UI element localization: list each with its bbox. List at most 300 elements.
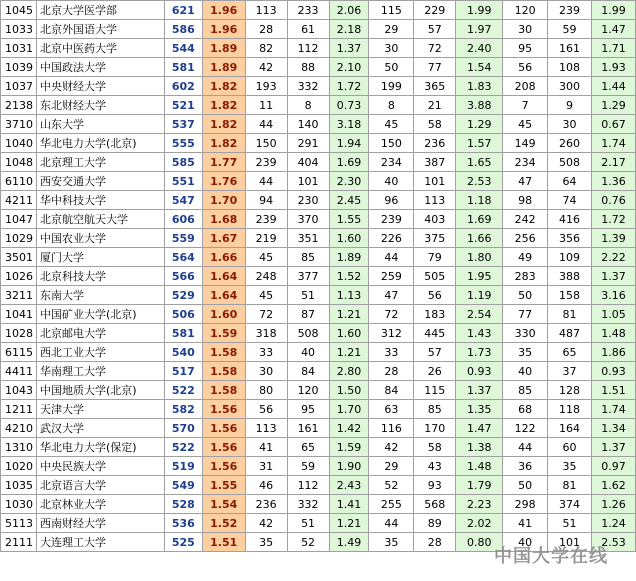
value-cell: 33: [245, 343, 287, 362]
table-row: [1, 172, 636, 191]
value-cell: 77: [414, 58, 456, 77]
value-cell: 149: [503, 134, 548, 153]
value-cell: 42: [369, 438, 414, 457]
table-row: [1, 381, 636, 400]
school-code-cell: 2138: [1, 96, 37, 115]
ratio-a-cell: 2.80: [329, 362, 369, 381]
ratio-a-cell: 1.70: [329, 400, 369, 419]
ratio-b-cell: 1.47: [456, 419, 503, 438]
value-cell: 57: [414, 20, 456, 39]
ratio-cell: 1.60: [202, 305, 245, 324]
table-row: [1, 267, 636, 286]
table-row: [1, 153, 636, 172]
table-row: [1, 419, 636, 438]
value-cell: 65: [287, 438, 329, 457]
ratio-cell: 1.59: [202, 324, 245, 343]
value-cell: 98: [503, 191, 548, 210]
value-cell: 403: [414, 210, 456, 229]
ratio-a-cell: 1.21: [329, 343, 369, 362]
value-cell: 50: [503, 476, 548, 495]
value-cell: 94: [245, 191, 287, 210]
value-cell: 44: [503, 438, 548, 457]
ratio-a-cell: 1.60: [329, 229, 369, 248]
value-cell: 508: [287, 324, 329, 343]
score-cell: 555: [164, 134, 202, 153]
value-cell: 183: [414, 305, 456, 324]
value-cell: 508: [548, 153, 592, 172]
value-cell: 113: [245, 419, 287, 438]
score-cell: 506: [164, 305, 202, 324]
ratio-c-cell: 2.17: [591, 153, 635, 172]
value-cell: 234: [503, 153, 548, 172]
score-cell: 585: [164, 153, 202, 172]
value-cell: 332: [287, 495, 329, 514]
value-cell: 351: [287, 229, 329, 248]
value-cell: 60: [548, 438, 592, 457]
value-cell: 370: [287, 210, 329, 229]
school-name-cell: 中国农业大学: [36, 229, 164, 248]
table-row: [1, 438, 636, 457]
table-row: [1, 115, 636, 134]
score-cell: 581: [164, 58, 202, 77]
ratio-c-cell: 1.62: [591, 476, 635, 495]
value-cell: 122: [503, 419, 548, 438]
ratio-cell: 1.51: [202, 533, 245, 552]
ratio-b-cell: 2.02: [456, 514, 503, 533]
value-cell: 52: [287, 533, 329, 552]
school-name-cell: 北京外国语大学: [36, 20, 164, 39]
value-cell: 28: [414, 533, 456, 552]
value-cell: 199: [369, 77, 414, 96]
value-cell: 45: [369, 115, 414, 134]
value-cell: 85: [287, 248, 329, 267]
ratio-cell: 1.56: [202, 457, 245, 476]
ratio-a-cell: 2.45: [329, 191, 369, 210]
score-cell: 547: [164, 191, 202, 210]
table-row: [1, 39, 636, 58]
ratio-a-cell: 1.13: [329, 286, 369, 305]
ratio-b-cell: 1.29: [456, 115, 503, 134]
table-row: [1, 77, 636, 96]
value-cell: 8: [287, 96, 329, 115]
school-name-cell: 华南理工大学: [36, 362, 164, 381]
ratio-c-cell: 1.99: [591, 1, 635, 20]
value-cell: 77: [503, 305, 548, 324]
ratio-c-cell: 1.36: [591, 172, 635, 191]
value-cell: 46: [245, 476, 287, 495]
value-cell: 26: [414, 362, 456, 381]
school-code-cell: 3710: [1, 115, 37, 134]
score-cell: 519: [164, 457, 202, 476]
value-cell: 35: [503, 343, 548, 362]
value-cell: 41: [503, 514, 548, 533]
value-cell: 42: [245, 58, 287, 77]
school-code-cell: 1310: [1, 438, 37, 457]
ratio-c-cell: 1.74: [591, 134, 635, 153]
value-cell: 108: [548, 58, 592, 77]
value-cell: 33: [369, 343, 414, 362]
school-code-cell: 3211: [1, 286, 37, 305]
value-cell: 72: [245, 305, 287, 324]
value-cell: 101: [287, 172, 329, 191]
ratio-a-cell: 2.30: [329, 172, 369, 191]
ratio-cell: 1.56: [202, 400, 245, 419]
ratio-a-cell: 1.49: [329, 533, 369, 552]
ratio-cell: 1.89: [202, 58, 245, 77]
value-cell: 239: [369, 210, 414, 229]
table-row: [1, 229, 636, 248]
value-cell: 36: [503, 457, 548, 476]
value-cell: 74: [548, 191, 592, 210]
value-cell: 161: [548, 39, 592, 58]
value-cell: 61: [287, 20, 329, 39]
ratio-c-cell: 1.48: [591, 324, 635, 343]
value-cell: 95: [503, 39, 548, 58]
school-code-cell: 1035: [1, 476, 37, 495]
value-cell: 374: [548, 495, 592, 514]
ratio-a-cell: 1.52: [329, 267, 369, 286]
value-cell: 59: [548, 20, 592, 39]
school-name-cell: 西安交通大学: [36, 172, 164, 191]
value-cell: 45: [503, 115, 548, 134]
ratio-cell: 1.56: [202, 419, 245, 438]
school-name-cell: 中国政法大学: [36, 58, 164, 77]
value-cell: 30: [245, 362, 287, 381]
value-cell: 230: [287, 191, 329, 210]
table-row: [1, 324, 636, 343]
score-cell: 582: [164, 400, 202, 419]
ratio-cell: 1.96: [202, 20, 245, 39]
table-row: [1, 96, 636, 115]
school-code-cell: 1045: [1, 1, 37, 20]
school-name-cell: 北京林业大学: [36, 495, 164, 514]
value-cell: 291: [287, 134, 329, 153]
ratio-b-cell: 1.99: [456, 1, 503, 20]
value-cell: 56: [503, 58, 548, 77]
school-name-cell: 北京邮电大学: [36, 324, 164, 343]
ratio-a-cell: 1.42: [329, 419, 369, 438]
ratio-c-cell: 1.37: [591, 267, 635, 286]
ratio-a-cell: 1.89: [329, 248, 369, 267]
ratio-cell: 1.67: [202, 229, 245, 248]
school-code-cell: 1043: [1, 381, 37, 400]
value-cell: 330: [503, 324, 548, 343]
ratio-b-cell: 1.95: [456, 267, 503, 286]
ratio-cell: 1.66: [202, 248, 245, 267]
value-cell: 44: [245, 172, 287, 191]
ratio-b-cell: 1.18: [456, 191, 503, 210]
value-cell: 150: [369, 134, 414, 153]
table-row: [1, 248, 636, 267]
table-row: [1, 495, 636, 514]
ratio-a-cell: 1.21: [329, 514, 369, 533]
value-cell: 35: [548, 457, 592, 476]
ratio-cell: 1.64: [202, 267, 245, 286]
ratio-c-cell: 0.67: [591, 115, 635, 134]
ratio-cell: 1.58: [202, 381, 245, 400]
table-row: [1, 305, 636, 324]
ratio-a-cell: 3.18: [329, 115, 369, 134]
value-cell: 219: [245, 229, 287, 248]
value-cell: 87: [287, 305, 329, 324]
school-code-cell: 5113: [1, 514, 37, 533]
value-cell: 116: [369, 419, 414, 438]
ratio-b-cell: 3.88: [456, 96, 503, 115]
ratio-b-cell: 1.57: [456, 134, 503, 153]
value-cell: 115: [414, 381, 456, 400]
value-cell: 113: [414, 191, 456, 210]
school-name-cell: 北京航空航天大学: [36, 210, 164, 229]
ratio-b-cell: 0.93: [456, 362, 503, 381]
school-code-cell: 1020: [1, 457, 37, 476]
ratio-a-cell: 1.41: [329, 495, 369, 514]
ratio-b-cell: 2.40: [456, 39, 503, 58]
value-cell: 8: [369, 96, 414, 115]
school-code-cell: 4411: [1, 362, 37, 381]
value-cell: 30: [369, 39, 414, 58]
ratio-a-cell: 1.60: [329, 324, 369, 343]
value-cell: 388: [548, 267, 592, 286]
school-code-cell: 2111: [1, 533, 37, 552]
value-cell: 85: [414, 400, 456, 419]
value-cell: 118: [548, 400, 592, 419]
table-row: [1, 457, 636, 476]
value-cell: 44: [369, 514, 414, 533]
value-cell: 85: [503, 381, 548, 400]
ratio-cell: 1.89: [202, 39, 245, 58]
school-code-cell: 1028: [1, 324, 37, 343]
school-name-cell: 中国地质大学(北京): [36, 381, 164, 400]
school-code-cell: 1030: [1, 495, 37, 514]
value-cell: 29: [369, 457, 414, 476]
value-cell: 31: [245, 457, 287, 476]
ratio-a-cell: 2.18: [329, 20, 369, 39]
ratio-c-cell: 3.16: [591, 286, 635, 305]
value-cell: 387: [414, 153, 456, 172]
score-cell: 544: [164, 39, 202, 58]
ratio-c-cell: 0.93: [591, 362, 635, 381]
ratio-c-cell: 1.24: [591, 514, 635, 533]
value-cell: 40: [503, 362, 548, 381]
school-code-cell: 6115: [1, 343, 37, 362]
ratio-a-cell: 1.94: [329, 134, 369, 153]
ratio-c-cell: 1.05: [591, 305, 635, 324]
school-name-cell: 中央财经大学: [36, 77, 164, 96]
score-cell: 522: [164, 381, 202, 400]
value-cell: 28: [245, 20, 287, 39]
value-cell: 260: [548, 134, 592, 153]
value-cell: 56: [245, 400, 287, 419]
school-name-cell: 厦门大学: [36, 248, 164, 267]
school-code-cell: 1033: [1, 20, 37, 39]
ratio-c-cell: 1.51: [591, 381, 635, 400]
ratio-c-cell: 1.37: [591, 438, 635, 457]
ratio-b-cell: 1.38: [456, 438, 503, 457]
ratio-c-cell: 0.97: [591, 457, 635, 476]
school-code-cell: 6110: [1, 172, 37, 191]
value-cell: 88: [287, 58, 329, 77]
value-cell: 332: [287, 77, 329, 96]
school-code-cell: 3501: [1, 248, 37, 267]
school-name-cell: 武汉大学: [36, 419, 164, 438]
value-cell: 45: [245, 248, 287, 267]
value-cell: 239: [245, 153, 287, 172]
ratio-cell: 1.64: [202, 286, 245, 305]
score-cell: 549: [164, 476, 202, 495]
value-cell: 356: [548, 229, 592, 248]
value-cell: 113: [245, 1, 287, 20]
value-cell: 47: [369, 286, 414, 305]
value-cell: 318: [245, 324, 287, 343]
ratio-a-cell: 1.90: [329, 457, 369, 476]
value-cell: 256: [503, 229, 548, 248]
value-cell: 51: [287, 514, 329, 533]
value-cell: 96: [369, 191, 414, 210]
value-cell: 236: [414, 134, 456, 153]
value-cell: 95: [287, 400, 329, 419]
ratio-cell: 1.82: [202, 115, 245, 134]
ratio-b-cell: 1.69: [456, 210, 503, 229]
value-cell: 93: [414, 476, 456, 495]
value-cell: 568: [414, 495, 456, 514]
ratio-b-cell: 1.19: [456, 286, 503, 305]
score-cell: 536: [164, 514, 202, 533]
value-cell: 47: [503, 172, 548, 191]
school-name-cell: 东南大学: [36, 286, 164, 305]
value-cell: 505: [414, 267, 456, 286]
score-cell: 525: [164, 533, 202, 552]
value-cell: 487: [548, 324, 592, 343]
ratio-cell: 1.68: [202, 210, 245, 229]
score-cell: 529: [164, 286, 202, 305]
ratio-cell: 1.56: [202, 438, 245, 457]
value-cell: 259: [369, 267, 414, 286]
value-cell: 120: [287, 381, 329, 400]
ratio-a-cell: 2.10: [329, 58, 369, 77]
table-row: [1, 476, 636, 495]
value-cell: 7: [503, 96, 548, 115]
ratio-b-cell: 1.65: [456, 153, 503, 172]
ratio-a-cell: 1.21: [329, 305, 369, 324]
value-cell: 52: [369, 476, 414, 495]
value-cell: 40: [503, 533, 548, 552]
value-cell: 84: [369, 381, 414, 400]
ratio-cell: 1.82: [202, 77, 245, 96]
value-cell: 234: [369, 153, 414, 172]
value-cell: 164: [548, 419, 592, 438]
value-cell: 30: [503, 20, 548, 39]
value-cell: 377: [287, 267, 329, 286]
school-code-cell: 1029: [1, 229, 37, 248]
value-cell: 65: [548, 343, 592, 362]
ratio-c-cell: 0.76: [591, 191, 635, 210]
value-cell: 298: [503, 495, 548, 514]
value-cell: 58: [414, 438, 456, 457]
value-cell: 56: [414, 286, 456, 305]
ratio-c-cell: 2.22: [591, 248, 635, 267]
ratio-c-cell: 1.34: [591, 419, 635, 438]
ratio-cell: 1.54: [202, 495, 245, 514]
school-name-cell: 北京语言大学: [36, 476, 164, 495]
value-cell: 248: [245, 267, 287, 286]
value-cell: 112: [287, 476, 329, 495]
school-code-cell: 1048: [1, 153, 37, 172]
ratio-b-cell: 1.35: [456, 400, 503, 419]
value-cell: 50: [503, 286, 548, 305]
ratio-b-cell: 2.53: [456, 172, 503, 191]
value-cell: 128: [548, 381, 592, 400]
ratio-c-cell: 1.71: [591, 39, 635, 58]
ratio-c-cell: 1.44: [591, 77, 635, 96]
value-cell: 37: [548, 362, 592, 381]
school-code-cell: 1026: [1, 267, 37, 286]
value-cell: 79: [414, 248, 456, 267]
school-name-cell: 北京理工大学: [36, 153, 164, 172]
value-cell: 9: [548, 96, 592, 115]
value-cell: 404: [287, 153, 329, 172]
value-cell: 300: [548, 77, 592, 96]
ratio-a-cell: 2.43: [329, 476, 369, 495]
ratio-b-cell: 2.23: [456, 495, 503, 514]
value-cell: 42: [245, 514, 287, 533]
value-cell: 112: [287, 39, 329, 58]
school-name-cell: 东北财经大学: [36, 96, 164, 115]
table-row: [1, 20, 636, 39]
ratio-c-cell: 1.29: [591, 96, 635, 115]
ratio-b-cell: 2.54: [456, 305, 503, 324]
value-cell: 35: [245, 533, 287, 552]
school-name-cell: 山东大学: [36, 115, 164, 134]
ratio-b-cell: 0.80: [456, 533, 503, 552]
value-cell: 50: [369, 58, 414, 77]
table-row: [1, 58, 636, 77]
value-cell: 68: [503, 400, 548, 419]
value-cell: 11: [245, 96, 287, 115]
value-cell: 44: [369, 248, 414, 267]
ratio-cell: 1.58: [202, 362, 245, 381]
ratio-cell: 1.70: [202, 191, 245, 210]
value-cell: 57: [414, 343, 456, 362]
ratio-b-cell: 1.97: [456, 20, 503, 39]
school-name-cell: 华北电力大学(保定): [36, 438, 164, 457]
ratio-cell: 1.58: [202, 343, 245, 362]
ratio-a-cell: 1.55: [329, 210, 369, 229]
score-cell: 570: [164, 419, 202, 438]
score-cell: 537: [164, 115, 202, 134]
ratio-c-cell: 2.53: [591, 533, 635, 552]
value-cell: 229: [414, 1, 456, 20]
school-code-cell: 1211: [1, 400, 37, 419]
value-cell: 89: [414, 514, 456, 533]
table-row: [1, 286, 636, 305]
ratio-b-cell: 1.43: [456, 324, 503, 343]
score-cell: 522: [164, 438, 202, 457]
school-name-cell: 中央民族大学: [36, 457, 164, 476]
value-cell: 40: [369, 172, 414, 191]
school-name-cell: 大连理工大学: [36, 533, 164, 552]
ratio-b-cell: 1.79: [456, 476, 503, 495]
value-cell: 43: [414, 457, 456, 476]
value-cell: 51: [287, 286, 329, 305]
ratio-b-cell: 1.37: [456, 381, 503, 400]
school-code-cell: 1039: [1, 58, 37, 77]
value-cell: 193: [245, 77, 287, 96]
school-name-cell: 西南财经大学: [36, 514, 164, 533]
value-cell: 81: [548, 305, 592, 324]
ratio-b-cell: 1.73: [456, 343, 503, 362]
value-cell: 208: [503, 77, 548, 96]
value-cell: 109: [548, 248, 592, 267]
